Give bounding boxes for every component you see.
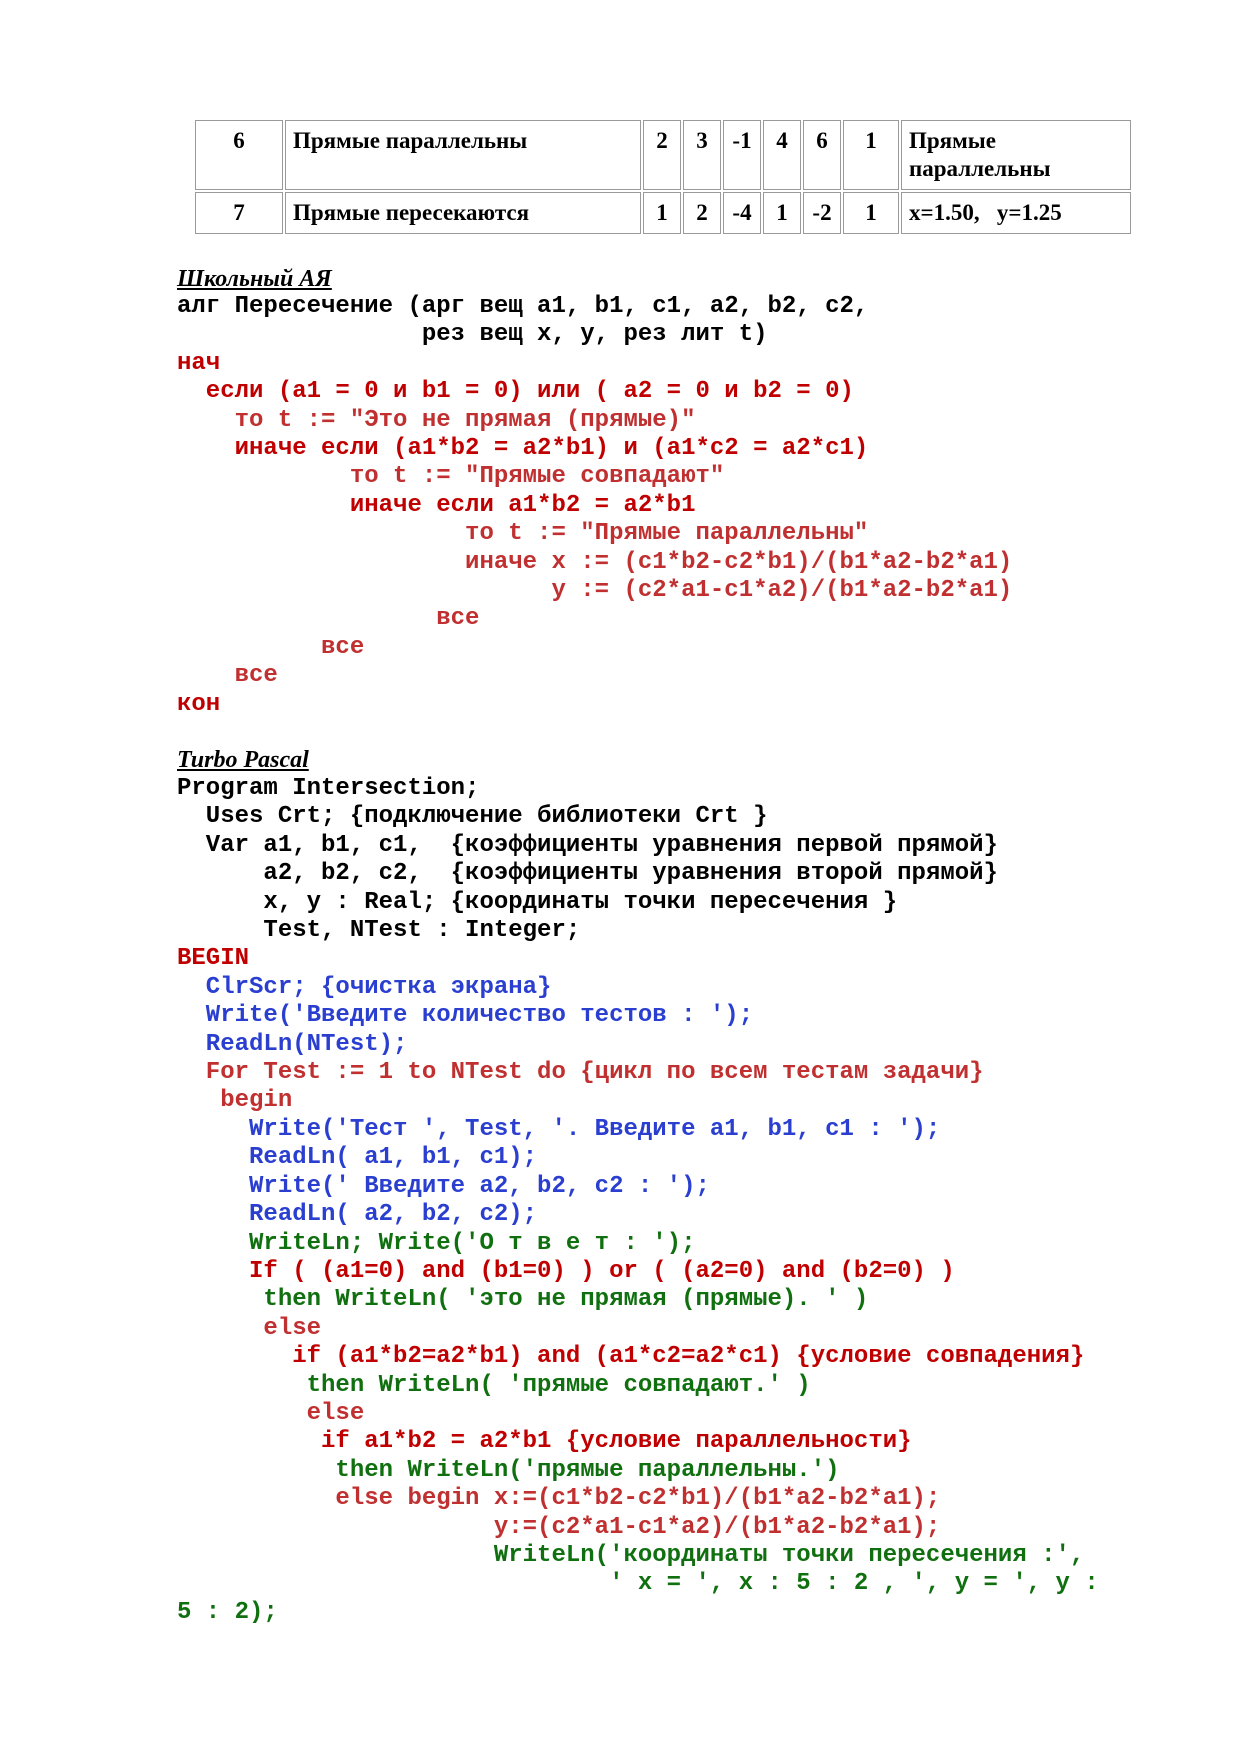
value-c2: 1 <box>843 120 899 190</box>
test-result: x=1.50, y=1.25 <box>901 192 1131 234</box>
value-b1: 2 <box>683 192 721 234</box>
code-line: then WriteLn( 'это не прямая (прямые). ' ) <box>177 1286 869 1314</box>
code-line: a2, b2, c2, {коэффициенты уравнения второй прямой} <box>177 860 998 888</box>
code-line: ReadLn( a1, b1, c1); <box>177 1144 538 1172</box>
code-line: Write(' Введите a2, b2, c2 : '); <box>177 1172 710 1200</box>
code-line: If ( (a1=0) and (b1=0) ) or ( (a2=0) and (b2=0) ) <box>177 1257 955 1285</box>
test-number: 6 <box>195 120 283 190</box>
code-line: Write('Тест ', Test, '. Введите a1, b1, c1 : '); <box>177 1115 941 1143</box>
value-b2: -2 <box>803 192 841 234</box>
value-a1: 1 <box>643 192 681 234</box>
code-line: x, y : Real; {координаты точки пересечения } <box>177 888 898 916</box>
code-line: begin <box>177 1087 293 1115</box>
code-line: кон <box>177 690 221 718</box>
code-line: else begin x:=(c1*b2-c2*b1)/(b1*a2-b2*a1); <box>177 1485 941 1513</box>
value-a1: 2 <box>643 120 681 190</box>
code-line: то t := "Это не прямая (прямые)" <box>177 406 696 434</box>
code-line: нач <box>177 349 221 377</box>
code-line: алг Пересечение (арг вещ a1, b1, c1, a2, b2, c2, <box>177 293 869 320</box>
test-results-table <box>193 118 1133 236</box>
code-line: 5 : 2); <box>177 1598 278 1626</box>
code-line: Program Intersection; <box>177 775 480 802</box>
code-line: то t := "Прямые параллельны" <box>177 520 869 548</box>
code-line: все <box>177 633 365 661</box>
code-line: For Test := 1 to NTest do {цикл по всем тестам задачи} <box>177 1059 984 1087</box>
code-line: ' x = ', x : 5 : 2 , ', y = ', y : <box>177 1570 1099 1598</box>
code-line: ReadLn(NTest); <box>177 1030 408 1058</box>
table-row <box>195 192 1131 234</box>
school-language-code <box>177 293 1012 719</box>
code-line: WriteLn; Write('О т в е т : '); <box>177 1229 696 1257</box>
section-heading-turbo-pascal: Turbo Pascal <box>177 747 309 773</box>
test-number: 7 <box>195 192 283 234</box>
value-a2: 1 <box>763 192 801 234</box>
value-c1: -4 <box>723 192 761 234</box>
value-b2: 6 <box>803 120 841 190</box>
code-line: if (a1*b2=a2*b1) and (a1*c2=a2*c1) {условие совпадения} <box>177 1343 1085 1371</box>
code-line: если (a1 = 0 и b1 = 0) или ( a2 = 0 и b2 = 0) <box>177 378 854 406</box>
section-heading-school-language: Школьный АЯ <box>177 266 332 292</box>
value-c1: -1 <box>723 120 761 190</box>
code-line: y := (c2*a1-c1*a2)/(b1*a2-b2*a1) <box>177 577 1013 605</box>
code-line: y:=(c2*a1-c1*a2)/(b1*a2-b2*a1); <box>177 1513 941 1541</box>
code-line: рез вещ x, y, рез лит t) <box>177 321 768 349</box>
code-line: Test, NTest : Integer; <box>177 917 581 945</box>
code-line: то t := "Прямые совпадают" <box>177 463 725 491</box>
code-line: then WriteLn('прямые параллельны.') <box>177 1456 840 1484</box>
code-line: все <box>177 605 480 633</box>
code-line: иначе если (a1*b2 = a2*b1) и (a1*c2 = a2*c1) <box>177 435 869 463</box>
code-line: Uses Crt; {подключение библиотеки Crt } <box>177 803 768 831</box>
code-line: then WriteLn( 'прямые совпадают.' ) <box>177 1371 811 1399</box>
turbo-pascal-code <box>177 775 1099 1627</box>
test-name: Прямые параллельны <box>285 120 641 190</box>
code-line: else <box>177 1399 365 1427</box>
code-line: else <box>177 1314 322 1342</box>
test-name: Прямые пересекаются <box>285 192 641 234</box>
code-line: if a1*b2 = a2*b1 {условие параллельности} <box>177 1428 912 1456</box>
value-b1: 3 <box>683 120 721 190</box>
code-line: Var a1, b1, c1, {коэффициенты уравнения первой прямой} <box>177 831 998 859</box>
code-line: ReadLn( a2, b2, c2); <box>177 1201 538 1229</box>
code-line: Write('Введите количество тестов : '); <box>177 1002 754 1030</box>
code-line: все <box>177 662 278 690</box>
code-line: ClrScr; {очистка экрана} <box>177 973 552 1001</box>
test-result: Прямые параллельны <box>901 120 1131 190</box>
code-line: иначе если a1*b2 = a2*b1 <box>177 491 696 519</box>
code-line: иначе x := (c1*b2-c2*b1)/(b1*a2-b2*a1) <box>177 548 1013 576</box>
code-line: WriteLn('координаты точки пересечения :', <box>177 1541 1085 1569</box>
value-c2: 1 <box>843 192 899 234</box>
table-row <box>195 120 1131 190</box>
value-a2: 4 <box>763 120 801 190</box>
code-line: BEGIN <box>177 945 250 973</box>
